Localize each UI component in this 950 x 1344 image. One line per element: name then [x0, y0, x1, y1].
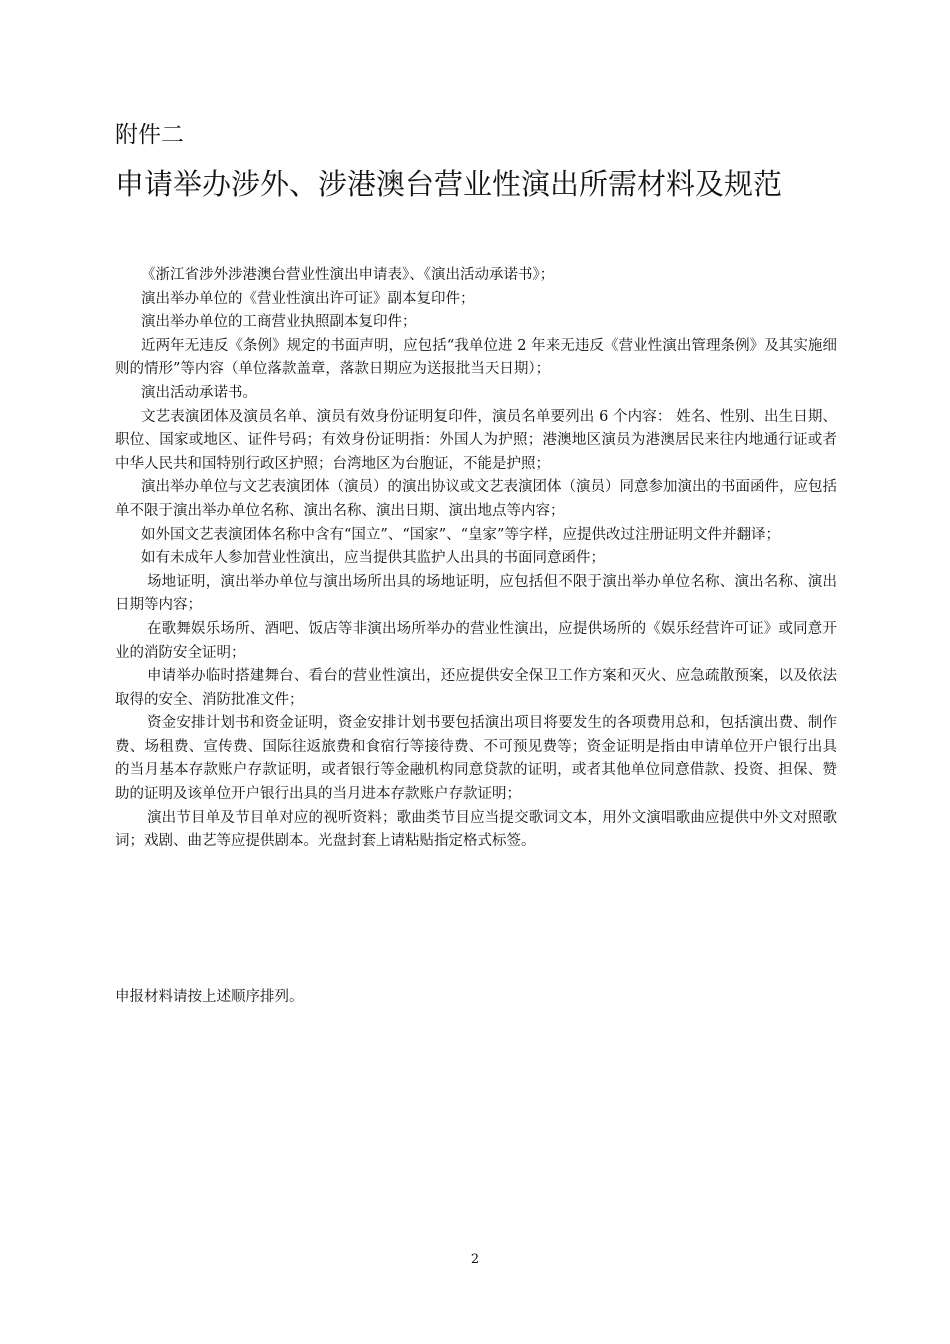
requirement-item: 演出节目单及节目单对应的视听资料；歌曲类节目应当提交歌词文本，用外文演唱歌曲应提供中外文对照歌词；戏剧、曲艺等应提供剧本。光盘封套上请粘贴指定格式标签。 [115, 809, 837, 850]
requirement-item: 近两年无违反《条例》规定的书面声明，应包括“我单位进 2 年来无违反《营业性演出管理条例》及其实施细则的情形”等内容（单位落款盖章，落款日期应为送报批当天日期）； [115, 337, 837, 378]
requirement-item: 在歌舞娱乐场所、酒吧、饭店等非演出场所举办的营业性演出，应提供场所的《娱乐经营许可证》或同意开业的消防安全证明； [115, 620, 837, 661]
requirement-item: 演出举办单位与文艺表演团体（演员）的演出协议或文艺表演团体（演员）同意参加演出的书面函件，应包括单不限于演出举办单位名称、演出名称、演出日期、演出地点等内容； [115, 479, 837, 519]
requirement-item: 申请举办临时搭建舞台、看台的营业性演出，还应提供安全保卫工作方案和灭火、应急疏散预案，以及依法取得的安全、消防批准文件； [115, 668, 837, 708]
requirement-item: 资金安排计划书和资金证明，资金安排计划书要包括演出项目将要发生的各项费用总和，包括演出费、制作费、场租费、宣传费、国际往返旅费和食宿行等接待费、不可预见费等；资金证明是指由申请单位开户银行出具的当月基本存款账户存款证明，或者银行等金融机构同意贷款的证明，或者其他单位同意借款、投资、担保、赞助的证明及该单位开户银行出具的当月进本存款账户存款证明； [115, 715, 837, 803]
attachment-label: 附件二 [115, 122, 184, 148]
closing-note: 申报材料请按上述顺序排列。 [115, 989, 304, 1005]
page-number: 2 [470, 1252, 480, 1267]
requirement-item: 场地证明，演出举办单位与演出场所出具的场地证明，应包括但不限于演出举办单位名称、演出名称、演出日期等内容； [115, 573, 837, 614]
requirements-list [115, 264, 837, 854]
requirement-item: 演出举办单位的工商营业执照副本复印件； [141, 314, 417, 331]
requirement-item: 演出活动承诺书。 [141, 384, 257, 401]
requirement-item: 演出举办单位的《营业性演出许可证》副本复印件； [141, 290, 475, 307]
requirement-item: 如外国文艺表演团体名称中含有“国立”、“国家”、“皇家”等字样，应提供改过注册证明文件并翻译； [141, 526, 780, 543]
requirement-item: 文艺表演团体及演员名单、演员有效身份证明复印件，演员名单要列出 6 个内容： 姓名、性别、出生日期、职位、国家或地区、证件号码；有效身份证明指：外国人为护照；港澳地区演员为港澳居民来往内地通行证或者中华人民共和国特别行政区护照；台湾地区为台胞证，不能是护照； [115, 408, 837, 472]
document-title: 申请举办涉外、涉港澳台营业性演出所需材料及规范 [115, 167, 783, 201]
requirement-item: 《浙江省涉外涉港澳台营业性演出申请表》、《演出活动承诺书》； [141, 267, 555, 283]
requirement-item: 如有未成年人参加营业性演出，应当提供其监护人出具的书面同意函件； [141, 550, 605, 567]
